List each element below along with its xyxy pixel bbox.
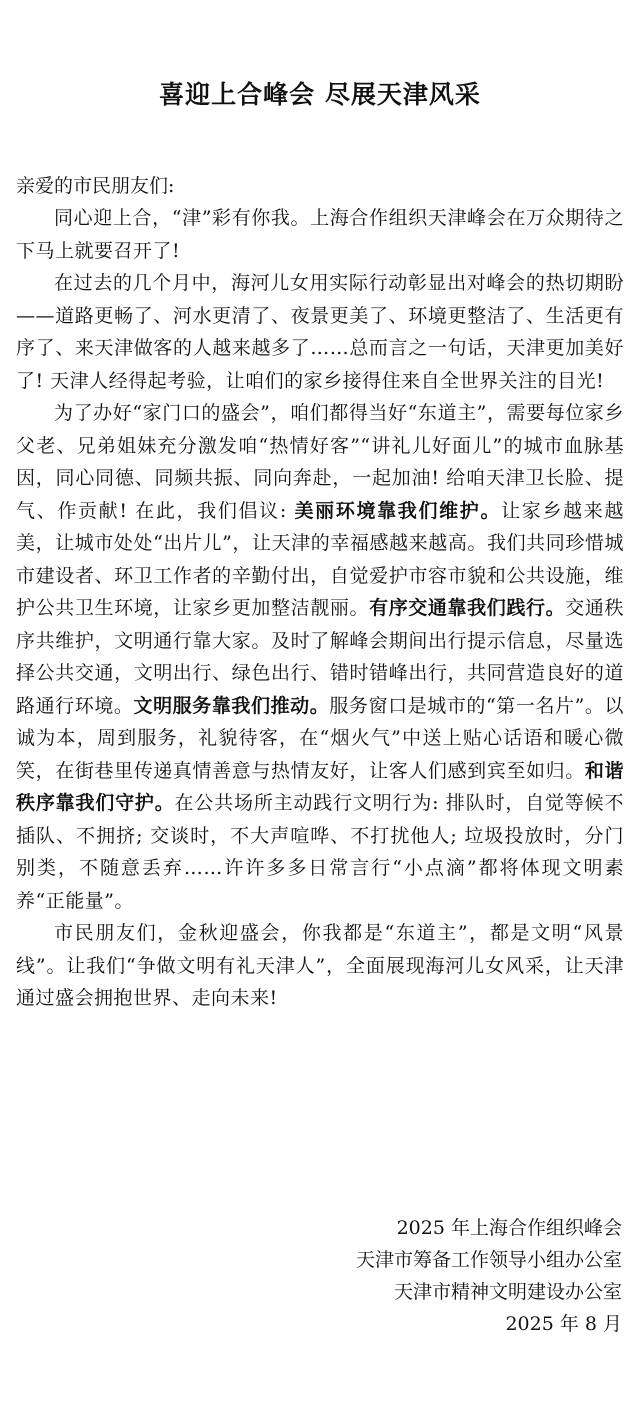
paragraph-3-intro: 为了办好“家门口的盛会”，咱们都得当好“东道主”，需要每位家乡父老、兄弟姐妹充分激发咱“热情好客”“讲礼儿好面儿”的城市血脉基因，同心同德、同频共振、同向奔赴，一起加油! 给咱天津卫长脸、提气、作贡献! 在此，我们倡议: xyxy=(16,402,624,522)
signature-org-1: 2025 年上海合作组织峰会 xyxy=(396,1217,622,1239)
initiative-environment-heading: 美丽环境靠我们维护。 xyxy=(294,499,502,522)
signature-org-3: 天津市精神文明建设办公室 xyxy=(393,1281,622,1303)
initiative-service-text: 服务窗口是城市的“第一名片”。以诚为本，周到服务，礼貌待客，在“烟火气”中送上贴心话语和暖心微笑，在街巷里传递真情善意与热情友好，让客人们感到宾至如归。 xyxy=(16,694,624,782)
initiative-order-text: 在公共场所主动践行文明行为: 排队时，自觉等候不插队、不拥挤; 交谈时，不大声喧哗、不打扰他人; 垃圾投放时，分门别类，不随意丢弃……许许多多日常言行“小点滴”都将体现文明素养“正能量”。 xyxy=(16,792,624,912)
paragraph-2: 在过去的几个月中，海河儿女用实际行动彰显出对峰会的热切期盼——道路更畅了、河水更清了、夜景更美了、环境更整洁了、生活更有序了、来天津做客的人越来越多了……总而言之一句话，天津更加美好了! 天津人经得起考验，让咱们的家乡接得住来自全世界关注的目光! xyxy=(16,272,624,392)
initiative-service-heading: 文明服务靠我们推动。 xyxy=(133,694,330,717)
paragraph-1: 同心迎上合，“津”彩有你我。上海合作组织天津峰会在万众期待之下马上就要召开了! xyxy=(16,207,624,262)
initiative-traffic-text: 交通秩序共维护，文明通行靠大家。及时了解峰会期间出行提示信息，尽量选择公共交通，文明出行、绿色出行、错时错峰出行，共同营造良好的道路通行环境。 xyxy=(16,597,624,717)
signature-block xyxy=(356,1212,622,1340)
initiative-order-heading: 和谐秩序靠我们守护。 xyxy=(16,759,624,814)
paragraph-3 xyxy=(16,397,624,917)
initiative-traffic-heading: 有序交通靠我们践行。 xyxy=(369,597,566,619)
page-title: 喜迎上合峰会 尽展天津风采 xyxy=(159,80,481,109)
salutation: 亲爱的市民朋友们: xyxy=(16,175,175,197)
signature-org-2: 天津市筹备工作领导小组办公室 xyxy=(355,1249,622,1271)
initiative-environment-text: 让家乡越来越美，让城市处处“出片儿”，让天津的幸福感越来越高。我们共同珍惜城市建设者、环卫工作者的辛勤付出，自觉爱护市容市貌和公共设施，维护公共卫生环境，让家乡更加整洁靓丽。 xyxy=(16,499,624,619)
paragraph-4: 市民朋友们，金秋迎盛会，你我都是“东道主”，都是文明“风景线”。让我们“争做文明有礼天津人”，全面展现海河儿女风采，让天津通过盛会拥抱世界、走向未来! xyxy=(16,922,624,1009)
signature-date: 2025 年 8 月 xyxy=(505,1313,622,1335)
